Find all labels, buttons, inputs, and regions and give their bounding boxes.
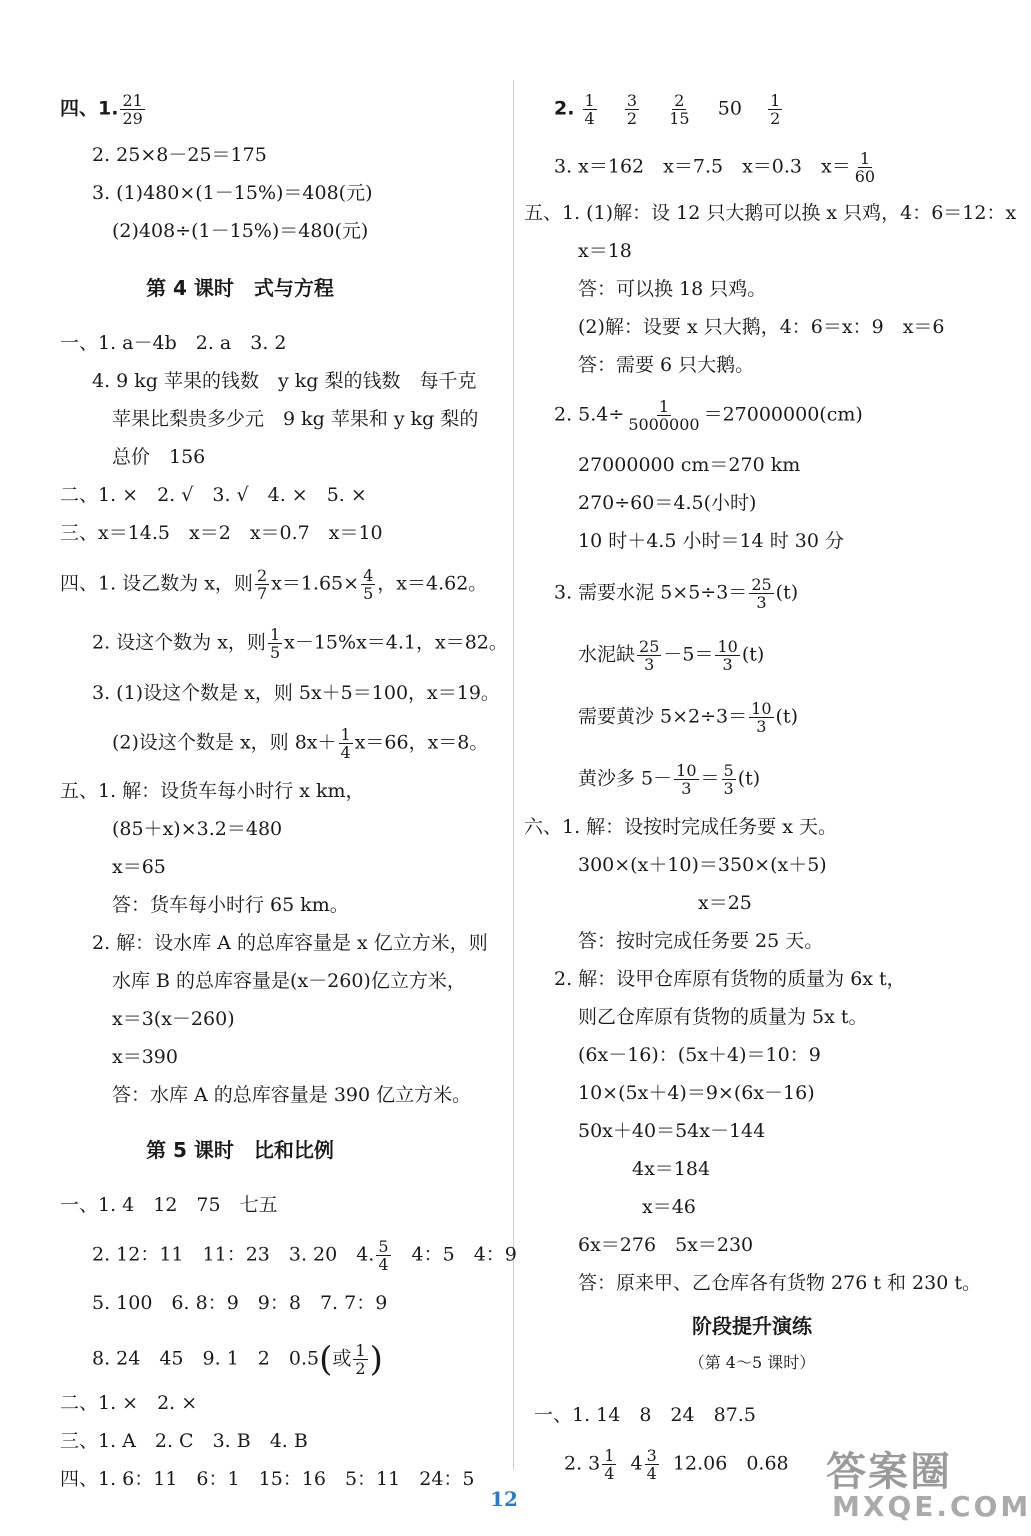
fraction: $\frac{5}{3}$: [723, 761, 734, 798]
answer-line: 3. (1)480×(1－15%)＝408(元): [92, 182, 373, 204]
answer-line: 2. 解：设甲仓库原有货物的质量为 6x t，: [554, 968, 906, 990]
fraction: $\frac{1}{4}$: [584, 91, 595, 128]
answer-line: 三、x＝14.5 x＝2 x＝0.7 x＝10: [60, 522, 383, 544]
fraction: $\frac{2}{7}$: [256, 566, 268, 603]
fraction: $\frac{1}{5000000}$: [628, 397, 700, 434]
answer-line: 10×(5x＋4)＝9×(6x－16): [578, 1082, 815, 1104]
answer-line: 2. 3 $\frac{1}{4}$ 4 $\frac{3}{4}$ 12.06 0.68: [564, 1446, 789, 1483]
fraction: $\frac{1}{5}$: [269, 625, 281, 662]
answer-line: 二、1. × 2. √ 3. √ 4. × 5. ×: [60, 484, 367, 506]
fraction: $\frac{1}{4}$: [340, 725, 351, 762]
answer-line: 27000000 cm＝270 km: [578, 454, 801, 476]
section-title: 阶段提升演练: [692, 1314, 812, 1338]
answer-line: 2. 25×8－25＝175: [92, 144, 267, 166]
answer-line: x＝46: [642, 1196, 696, 1218]
section-subtitle: （第 4～5 课时）: [688, 1353, 816, 1372]
fraction: $\frac{10}{3}$: [751, 699, 772, 736]
answer-line: 一、1. 4 12 75 七五: [60, 1194, 278, 1216]
answer-line: 则乙仓库原有货物的质量为 5x t。: [578, 1006, 868, 1028]
answer-line: 答：原来甲、乙仓库各有货物 276 t 和 230 t。: [578, 1272, 981, 1294]
answer-line: 答：水库 A 的总库容量是 390 亿立方米。: [112, 1084, 472, 1106]
answer-line: 五、1. 解：设货车每小时行 x km，: [60, 780, 365, 802]
answer-line: 五、1. (1)解：设 12 只大鹅可以换 x 只鸡，4：6＝12：x: [524, 202, 1017, 224]
fraction: $\frac{10}{3}$: [676, 761, 697, 798]
answer-line: 2. $\frac{1}{4}$ $\frac{3}{2}$ $\frac{2}{15}$ 50 $\frac{1}{2}$: [554, 91, 781, 128]
watermark-text: 答案圈: [826, 1449, 952, 1495]
answer-line: 答：需要 6 只大鹅。: [578, 354, 755, 376]
answer-line: 答：可以换 18 只鸡。: [578, 278, 767, 300]
answer-line: 六、1. 解：设按时完成任务要 x 天。: [524, 816, 837, 838]
fraction: $\frac{10}{3}$: [717, 637, 738, 674]
answer-line: 苹果比梨贵多少元 9 kg 苹果和 y kg 梨的: [112, 408, 479, 430]
answer-line: 2. 解：设水库 A 的总库容量是 x 亿立方米，则: [92, 932, 488, 954]
fraction: $\frac{3}{2}$: [626, 91, 638, 128]
fraction: $\frac{4}{5}$: [363, 566, 374, 603]
answer-line: 一、1. a－4b 2. a 3. 2: [60, 332, 287, 354]
answer-line: 水泥缺 $\frac{25}{3}$ －5＝ $\frac{10}{3}$ (t): [578, 637, 765, 674]
answer-line: 需要黄沙 5×2÷3＝ $\frac{10}{3}$ (t): [578, 699, 798, 736]
answer-line: 270÷60＝4.5(小时): [578, 492, 757, 514]
answer-line: 水库 B 的总库容量是(x－260)亿立方米，: [112, 970, 466, 992]
fraction: $\frac{1}{60}$: [854, 149, 876, 186]
watermark-url: MXQE.COM: [832, 1490, 1031, 1523]
answer-line: 四、1. 设乙数为 x，则 $\frac{2}{7}$ x＝1.65× $\frac{4}{5}$ ，x＝4.62。: [60, 566, 488, 603]
answer-line: x＝3(x－260): [112, 1008, 235, 1030]
fraction: $\frac{3}{4}$: [646, 1446, 657, 1483]
fraction: $\frac{21}{29}$: [122, 91, 143, 128]
answer-line: x＝390: [112, 1046, 178, 1068]
answer-line: (2)解：设要 x 只大鹅，4：6＝x：9 x＝6: [578, 316, 945, 338]
answer-line: 二、1. × 2. ×: [60, 1392, 198, 1414]
answer-line: 2. 设这个数为 x，则 $\frac{1}{5}$ x－15%x＝4.1，x＝82。: [92, 625, 508, 662]
page-number: 12: [490, 1487, 518, 1511]
answer-line: 8. 24 45 9. 1 2 0.5(或 $\frac{1}{2}$ ): [92, 1339, 383, 1380]
answer-line: 三、1. A 2. C 3. B 4. B: [60, 1430, 308, 1452]
answer-line: (85＋x)×3.2＝480: [112, 818, 283, 840]
fraction: $\frac{1}{2}$: [355, 1341, 366, 1378]
answer-line: 一、1. 14 8 24 87.5: [534, 1404, 756, 1426]
answer-line: 四、1. 6：11 6：1 15：16 5：11 24：5: [60, 1468, 475, 1490]
answer-line: 50x＋40＝54x－144: [578, 1120, 766, 1142]
answer-line: 300×(x＋10)＝350×(x＋5): [578, 854, 827, 876]
fraction: $\frac{5}{4}$: [378, 1237, 389, 1274]
answer-line: 4x＝184: [632, 1158, 711, 1180]
answer-line: 6x＝276 5x＝230: [578, 1234, 754, 1256]
answer-line: 3. (1)设这个数是 x，则 5x＋5＝100，x＝19。: [92, 682, 500, 704]
answer-line: (2)设这个数是 x，则 8x＋ $\frac{1}{4}$ x＝66，x＝8。: [112, 725, 489, 762]
answer-line: 黄沙多 5－ $\frac{10}{3}$ ＝ $\frac{5}{3}$ (t): [578, 761, 761, 798]
fraction: $\frac{25}{3}$: [639, 637, 660, 674]
answer-line: x＝18: [578, 240, 632, 262]
answer-line: 5. 100 6. 8：9 9：8 7. 7：9: [92, 1292, 388, 1314]
section-title: 第 5 课时 比和比例: [146, 1138, 334, 1162]
fraction: $\frac{25}{3}$: [751, 575, 772, 612]
answer-line: 答：按时完成任务要 25 天。: [578, 930, 824, 952]
answer-line: 3. x＝162 x＝7.5 x＝0.3 x＝ $\frac{1}{60}$: [554, 149, 876, 186]
answer-line: 2. 5.4÷ $\frac{1}{5000000}$ ＝27000000(cm): [554, 397, 863, 434]
answer-line: 四、1. $\frac{21}{29}$: [60, 91, 143, 128]
answer-line: 总价 156: [112, 446, 206, 468]
section-title: 第 4 课时 式与方程: [146, 276, 334, 300]
answer-line: (6x－16)：(5x＋4)＝10：9: [578, 1044, 821, 1066]
answer-line: 答：货车每小时行 65 km。: [112, 894, 349, 916]
answer-line: 2. 12：11 11：23 3. 20 4. $\frac{5}{4}$ 4：5 4：9: [92, 1237, 517, 1274]
answer-line: 3. 需要水泥 5×5÷3＝ $\frac{25}{3}$ (t): [554, 575, 799, 612]
answer-line: 4. 9 kg 苹果的钱数 y kg 梨的钱数 每千克: [92, 370, 477, 392]
fraction: $\frac{1}{4}$: [604, 1446, 615, 1483]
answer-line: x＝25: [698, 892, 752, 914]
fraction: $\frac{1}{2}$: [770, 91, 781, 128]
answer-line: (2)408÷(1－15%)＝480(元): [112, 220, 369, 242]
fraction: $\frac{2}{15}$: [669, 91, 690, 128]
answer-line: 10 时＋4.5 小时＝14 时 30 分: [578, 530, 844, 552]
watermark-logo: [826, 1440, 1031, 1530]
answer-line: x＝65: [112, 856, 166, 878]
